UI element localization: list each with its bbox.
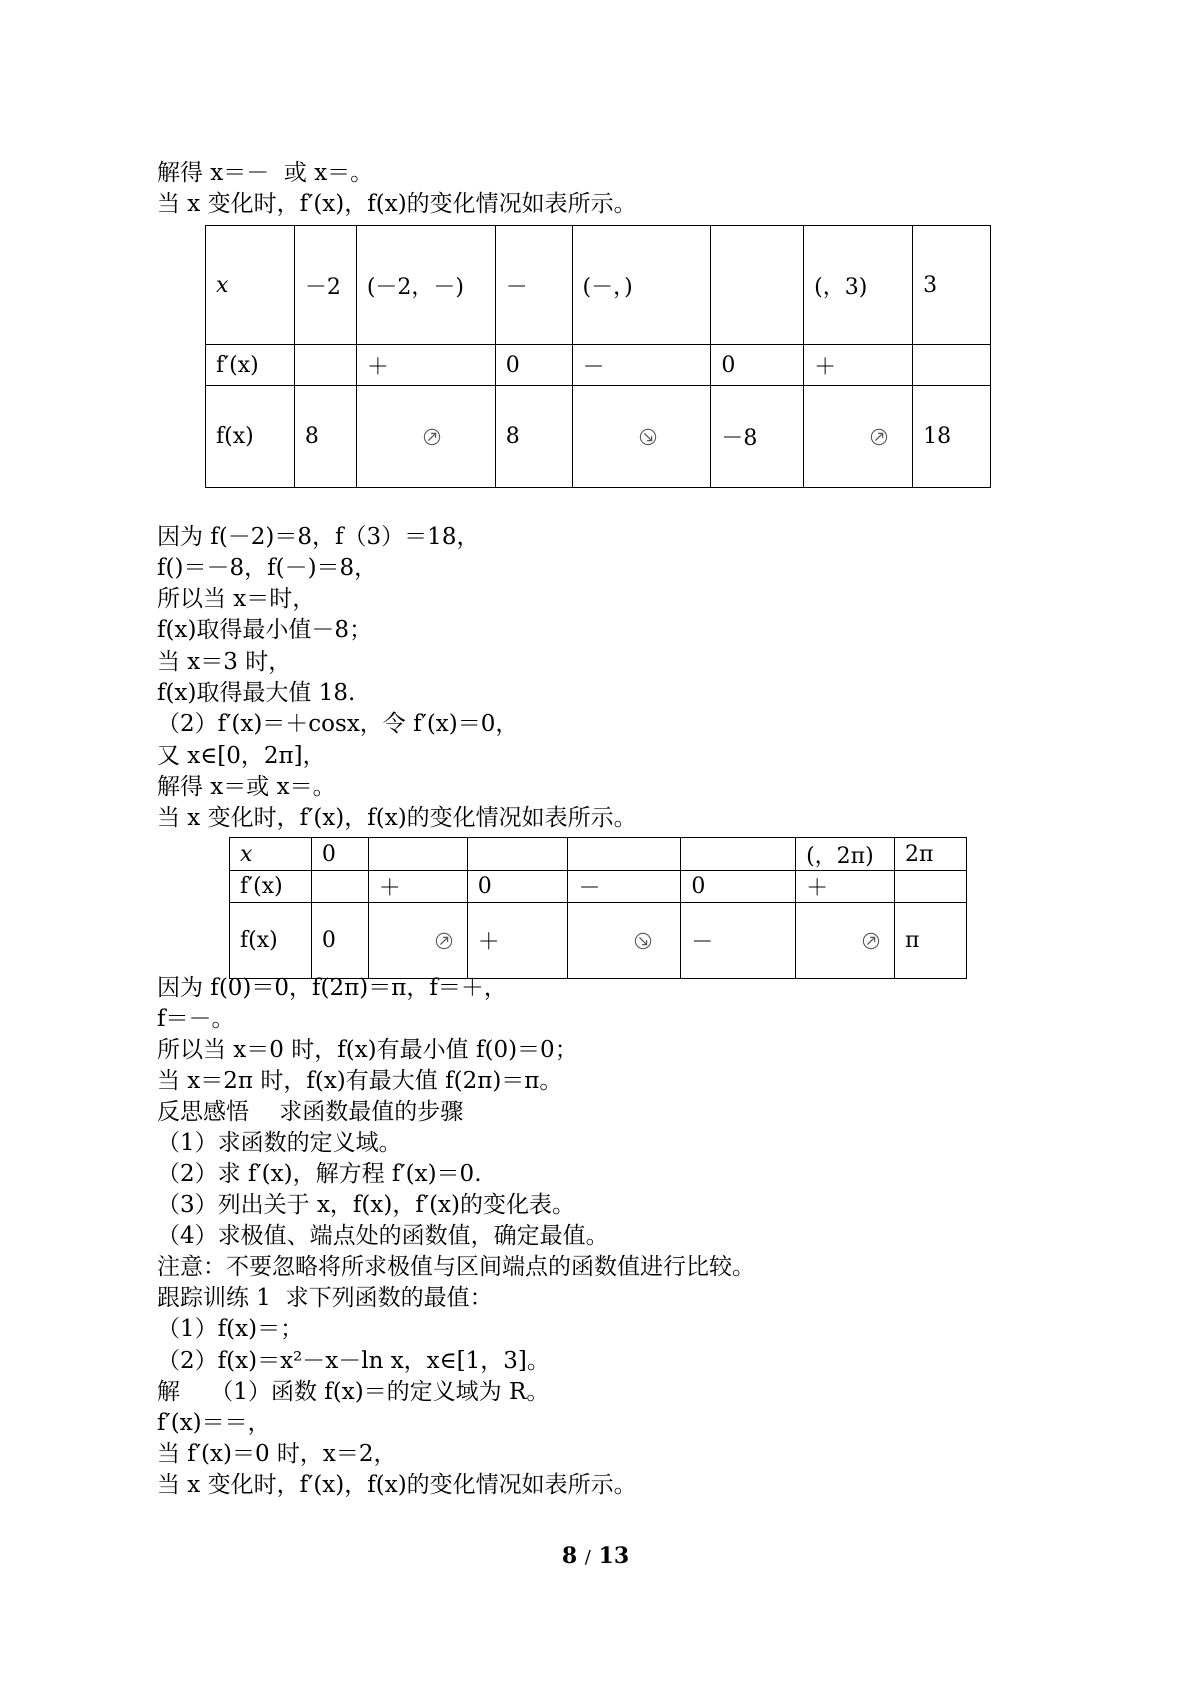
- text-line: f(x)取得最小值－8；: [157, 617, 373, 643]
- table-cell: 0: [711, 345, 804, 386]
- table-row: [206, 345, 991, 386]
- table-cell: ＋: [368, 871, 467, 903]
- table-cell: [568, 838, 681, 871]
- table-cell: 18: [913, 386, 991, 488]
- text-line: 当 x 变化时，f′(x)，f(x)的变化情况如表所示。: [157, 1472, 637, 1498]
- text-line: （1）求函数的定义域。: [157, 1130, 402, 1156]
- table-row: [230, 838, 967, 871]
- table-cell: ＋: [467, 903, 568, 979]
- decreasing-arrow-icon: [639, 428, 657, 446]
- table-cell: 0: [495, 345, 572, 386]
- table-row: [206, 226, 991, 345]
- table-cell: x: [230, 838, 312, 871]
- table-cell: π: [895, 903, 967, 979]
- table-cell: 0: [467, 871, 568, 903]
- table-cell: 8: [495, 386, 572, 488]
- variation-table-2: [229, 837, 967, 979]
- table-row: [230, 871, 967, 903]
- table-cell: f′(x): [230, 871, 312, 903]
- text-line: 当 x＝2π 时，f(x)有最大值 f(2π)＝π。: [157, 1068, 563, 1094]
- table-cell: (，3): [804, 226, 913, 345]
- table-cell: [711, 226, 804, 345]
- text-line: 解 （1）函数 f(x)＝的定义域为 R。: [157, 1379, 550, 1405]
- table-cell: 8: [294, 386, 356, 488]
- table-cell: (，2π): [796, 838, 895, 871]
- table-cell: 0: [681, 871, 796, 903]
- text-line: 所以当 x＝时，: [157, 586, 316, 612]
- table-cell: (－，): [572, 226, 711, 345]
- text-line: （2）f(x)＝x²－x－ln x，x∈[1，3]。: [157, 1348, 550, 1374]
- text-line: 当 x 变化时，f′(x)，f(x)的变化情况如表所示。: [157, 805, 637, 831]
- page-total: 13: [598, 1543, 630, 1569]
- text-line: 当 x＝3 时，: [157, 649, 292, 675]
- table-row: [206, 386, 991, 488]
- text-line: f(x)取得最大值 18.: [157, 680, 356, 706]
- table-cell: f(x): [230, 903, 312, 979]
- increasing-arrow-icon: [435, 932, 453, 950]
- table-cell: －8: [711, 386, 804, 488]
- table-cell: －: [681, 903, 796, 979]
- table-cell: [568, 903, 681, 979]
- text-line: 解得 x＝－ 或 x＝。: [157, 160, 374, 186]
- table-cell: [913, 345, 991, 386]
- text-line: 反思感悟 求函数最值的步骤: [157, 1099, 464, 1125]
- table-cell: ＋: [796, 871, 895, 903]
- text-line: 当 x 变化时，f′(x)，f(x)的变化情况如表所示。: [157, 191, 637, 217]
- text-line: 当 f′(x)＝0 时，x＝2，: [157, 1441, 397, 1467]
- table-cell: 2π: [895, 838, 967, 871]
- table-cell: [681, 838, 796, 871]
- text-line: f＝－。: [157, 1006, 235, 1032]
- page-number: [0, 1543, 1191, 1569]
- table-cell: [796, 903, 895, 979]
- text-line: 注意：不要忽略将所求极值与区间端点的函数值进行比较。: [157, 1254, 755, 1280]
- text-line: 跟踪训练 1 求下列函数的最值：: [157, 1285, 493, 1311]
- table-cell: 0: [311, 903, 368, 979]
- page-current: 8: [561, 1543, 578, 1569]
- text-line: 因为 f(0)＝0，f(2π)＝π，f＝＋，: [157, 975, 507, 1001]
- table-cell: f′(x): [206, 345, 295, 386]
- table-row: [230, 903, 967, 979]
- increasing-arrow-icon: [423, 428, 441, 446]
- table-cell: [804, 386, 913, 488]
- text-line: （4）求极值、端点处的函数值，确定最值。: [157, 1223, 609, 1249]
- text-line: （3）列出关于 x，f(x)，f′(x)的变化表。: [157, 1192, 575, 1218]
- table-cell: [368, 838, 467, 871]
- text-line: f()＝－8，f(－)＝8，: [157, 555, 378, 581]
- table-cell: x: [206, 226, 295, 345]
- text-line: （1）f(x)＝；: [157, 1316, 304, 1342]
- table-cell: －2: [294, 226, 356, 345]
- table-cell: (－2，－): [356, 226, 495, 345]
- increasing-arrow-icon: [870, 428, 888, 446]
- text-line: 所以当 x＝0 时，f(x)有最小值 f(0)＝0；: [157, 1037, 578, 1063]
- table-cell: 3: [913, 226, 991, 345]
- text-line: 因为 f(－2)＝8，f（3）＝18，: [157, 524, 480, 550]
- table-cell: －: [572, 345, 711, 386]
- table-cell: ＋: [356, 345, 495, 386]
- text-line: 解得 x＝或 x＝。: [157, 774, 336, 800]
- table-cell: [368, 903, 467, 979]
- text-line: 又 x∈[0，2π]，: [157, 743, 326, 769]
- variation-table-1: [205, 225, 991, 488]
- table-cell: [895, 871, 967, 903]
- table-cell: [294, 345, 356, 386]
- increasing-arrow-icon: [862, 932, 880, 950]
- table-cell: 0: [311, 838, 368, 871]
- table-cell: －: [495, 226, 572, 345]
- text-line: f′(x)＝＝，: [157, 1410, 271, 1436]
- table-cell: [572, 386, 711, 488]
- text-line: （2）求 f′(x)，解方程 f′(x)＝0.: [157, 1161, 482, 1187]
- page-separator: /: [584, 1547, 591, 1568]
- table-cell: [467, 838, 568, 871]
- table-cell: f(x): [206, 386, 295, 488]
- table-cell: ＋: [804, 345, 913, 386]
- table-cell: [311, 871, 368, 903]
- table-cell: [356, 386, 495, 488]
- text-line: （2）f′(x)＝＋cosx，令 f′(x)＝0，: [157, 711, 519, 737]
- decreasing-arrow-icon: [634, 932, 652, 950]
- table-cell: －: [568, 871, 681, 903]
